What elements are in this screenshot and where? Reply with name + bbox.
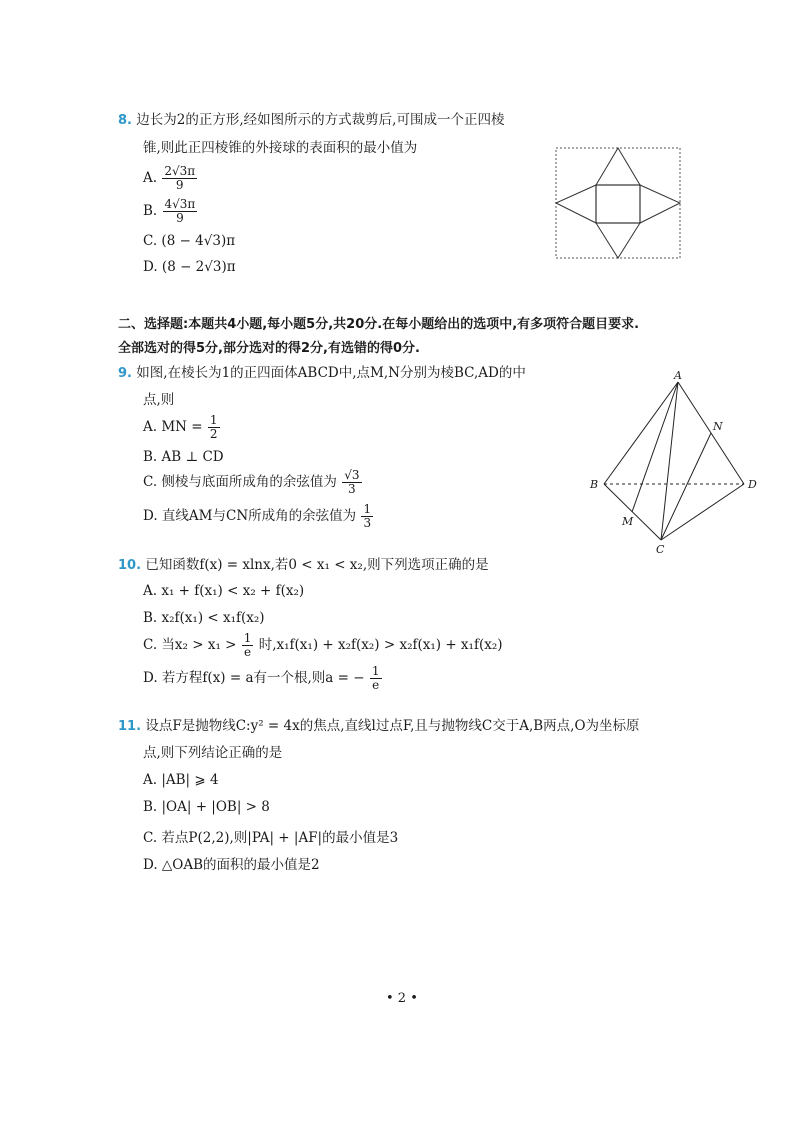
q11-stem-line1: 设点F是抛物线C:y² = 4x的焦点,直线l过点F,且与抛物线C交于A,B两点,O为坐标原 — [145, 718, 640, 734]
q11-line1 — [118, 714, 640, 734]
q9-line1 — [118, 361, 526, 381]
q9-edge-cd — [661, 484, 744, 540]
q8-stem-line2: 锥,则此正四棱锥的外接球的表面积的最小值为 — [143, 140, 418, 156]
q10-option-a: A. x₁ + f(x₁) < x₂ + f(x₂) — [143, 583, 305, 599]
q11-number: 11. — [118, 719, 142, 734]
section2-heading-line2: 全部选对的得5分,部分选对的得2分,有选错的得0分. — [118, 341, 420, 356]
section2-heading-line1: 二、选择题:本题共4小题,每小题5分,共20分.在每小题给出的选项中,有多项符合题目要求. — [118, 317, 640, 332]
q8-stem-line1: 边长为2的正方形,经如图所示的方式裁剪后,可围成一个正四棱 — [136, 112, 505, 128]
q9-option-c: C. 侧棱与底面所成角的余弦值为 $\frac{√3}{3}$ — [143, 468, 360, 496]
q9-option-b: B. AB ⊥ CD — [143, 449, 224, 465]
q9-option-a-fraction: $\frac{1}{2}$ — [209, 413, 218, 441]
q8-figure-left-triangle — [556, 185, 596, 223]
q9-label-d: D — [748, 478, 757, 491]
q10-number: 10. — [118, 558, 142, 573]
q9-edge-ab — [604, 382, 678, 484]
q10-option-b: B. x₂f(x₁) < x₁f(x₂) — [143, 610, 265, 626]
q11-option-d: D. △OAB的面积的最小值是2 — [143, 857, 320, 873]
q9-stem-line2: 点,则 — [143, 392, 175, 408]
q9-option-c-fraction: $\frac{√3}{3}$ — [344, 468, 360, 496]
q11-option-a: A. |AB| ⩾ 4 — [143, 772, 219, 788]
q9-option-d: D. 直线AM与CN所成角的余弦值为 $\frac{1}{3}$ — [143, 502, 372, 530]
q9-stem-line1: 如图,在棱长为1的正四面体ABCD中,点M,N分别为棱BC,AD的中 — [136, 365, 526, 381]
q9-label-n: N — [713, 420, 723, 433]
q11-option-c: C. 若点P(2,2),则|PA| + |AF|的最小值是3 — [143, 830, 399, 846]
q9-label-a: A — [674, 370, 682, 382]
q8-option-d: D. (8 − 2√3)π — [143, 259, 236, 275]
q8-option-a-fraction: $\frac{2√3\pi}{9}$ — [164, 164, 196, 192]
q8-figure — [553, 145, 683, 261]
q8-figure-dashed-square — [556, 148, 680, 258]
q8-option-c: C. (8 − 4√3)π — [143, 233, 236, 249]
q10-option-c: C. 当x₂ > x₁ > $\frac{1}{e}$ 时,x₁f(x₁) + x₂f(x₂) > x₂f(x₁) + x₁f(x₂) — [143, 631, 503, 659]
q10-line1 — [118, 553, 489, 573]
q9-label-m: M — [622, 515, 634, 528]
q8-figure-right-triangle — [640, 185, 680, 223]
q8-option-b: B. $\frac{4√3\pi}{9}$ — [143, 197, 196, 225]
q9-option-d-fraction: $\frac{1}{3}$ — [363, 502, 372, 530]
q8-figure-bottom-triangle — [596, 223, 640, 258]
q8-option-a: A. $\frac{2√3\pi}{9}$ — [143, 164, 196, 192]
q10-option-d-fraction: $\frac{1}{e}$ — [371, 664, 380, 692]
q10-option-d: D. 若方程f(x) = a有一个根,则a = − $\frac{1}{e}$ — [143, 664, 380, 692]
q8-figure-top-triangle — [596, 148, 640, 185]
q9-label-c: C — [656, 543, 665, 556]
q11-stem-line2: 点,则下列结论正确的是 — [143, 745, 283, 761]
q9-label-b: B — [590, 478, 599, 491]
page-number: • 2 • — [386, 991, 418, 1006]
q9-option-a: A. MN = $\frac{1}{2}$ — [143, 413, 218, 441]
q8-figure-inner-square — [596, 185, 640, 223]
q9-figure — [586, 370, 770, 556]
q10-stem: 已知函数f(x) = xlnx,若0 < x₁ < x₂,则下列选项正确的是 — [145, 557, 489, 573]
q9-number: 9. — [118, 366, 132, 381]
q11-option-b: B. |OA| + |OB| > 8 — [143, 799, 270, 815]
q10-option-c-fraction: $\frac{1}{e}$ — [243, 631, 252, 659]
q8-option-b-fraction: $\frac{4√3\pi}{9}$ — [164, 197, 196, 225]
q9-segment-cn — [661, 433, 711, 540]
q8-line1 — [118, 108, 504, 128]
q8-number: 8. — [118, 113, 132, 128]
